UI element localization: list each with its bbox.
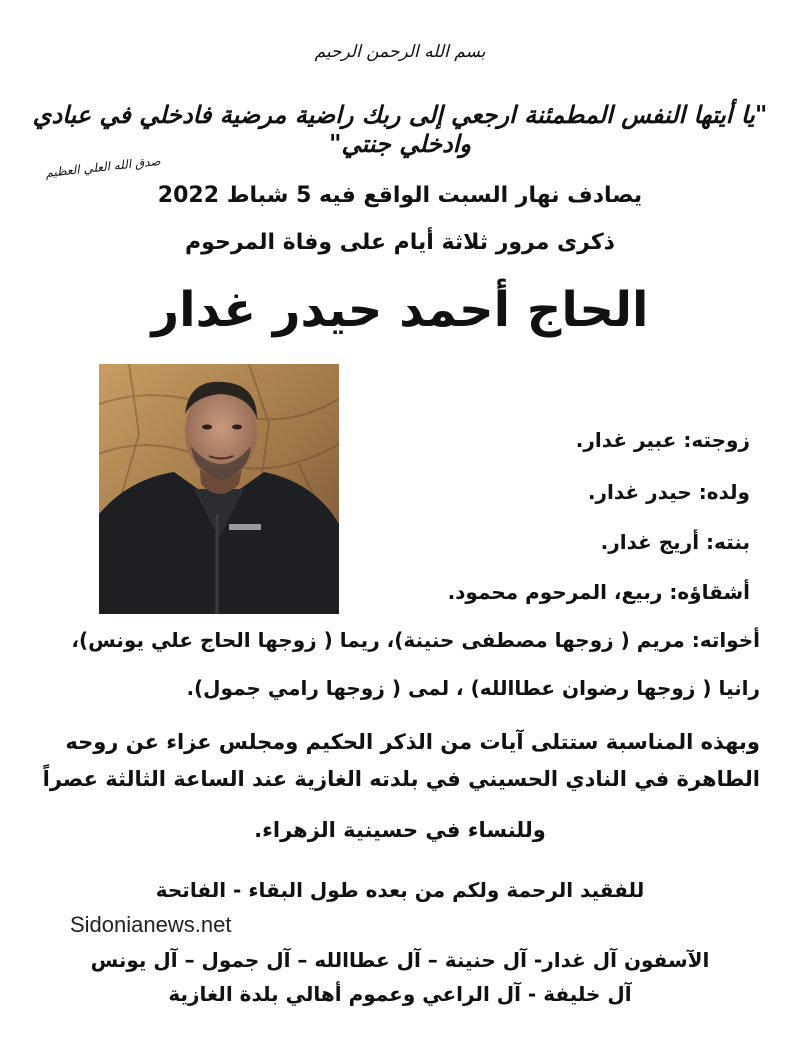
mourners-line2: آل خليفة - آل الراعي وعموم أهالي بلدة الغازية — [168, 982, 632, 1006]
portrait-image — [99, 364, 339, 614]
deceased-name: الحاج أحمد حيدر غدار — [151, 282, 649, 338]
mourners-line1: الآسفون آل غدار- آل حنينة – آل عطاالله – آل جمول – آل يونس — [90, 948, 710, 972]
relative-sisters-line1: أخواته: مريم ( زوجها مصطفى حنينة)، ريما ( زوجها الحاج علي يونس)، — [71, 628, 760, 652]
quran-verse: "يا أيتها النفس المطمئنة ارجعي إلى ربك راضية مرضية فادخلي في عبادي وادخلي جنتي" — [32, 100, 768, 158]
relative-sisters-line2: رانيا ( زوجها رضوان عطاالله) ، لمى ( زوجها رامي جمول). — [186, 676, 760, 700]
relative-son: ولده: حيدر غدار. — [587, 480, 750, 504]
basmala: بسم الله الرحمن الرحيم — [314, 42, 486, 62]
closing-line: للفقيد الرحمة ولكم من بعده طول البقاء - الفاتحة — [155, 878, 645, 902]
announcement-line3: وللنساء في حسينية الزهراء. — [254, 818, 546, 842]
date-line: يصادف نهار السبت الواقع فيه 5 شباط 2022 — [157, 183, 643, 208]
memorial-line: ذكرى مرور ثلاثة أيام على وفاة المرحوم — [185, 230, 615, 255]
relative-brothers: أشقاؤه: ربيع، المرحوم محمود. — [447, 580, 750, 604]
announcement-line1: وبهذه المناسبة ستتلى آيات من الذكر الحكيم ومجلس عزاء عن روحه — [65, 730, 760, 754]
sadaq-allah: صدق الله العلي العظيم — [44, 153, 162, 181]
deceased-photo — [99, 364, 339, 614]
announcement-line2: الطاهرة في النادي الحسيني في بلدته الغازية عند الساعة الثالثة عصراً — [42, 767, 760, 791]
relative-wife: زوجته: عبير غدار. — [575, 428, 750, 452]
watermark: Sidonianews.net — [70, 912, 232, 937]
relative-daughter: بنته: أريج غدار. — [600, 530, 750, 554]
